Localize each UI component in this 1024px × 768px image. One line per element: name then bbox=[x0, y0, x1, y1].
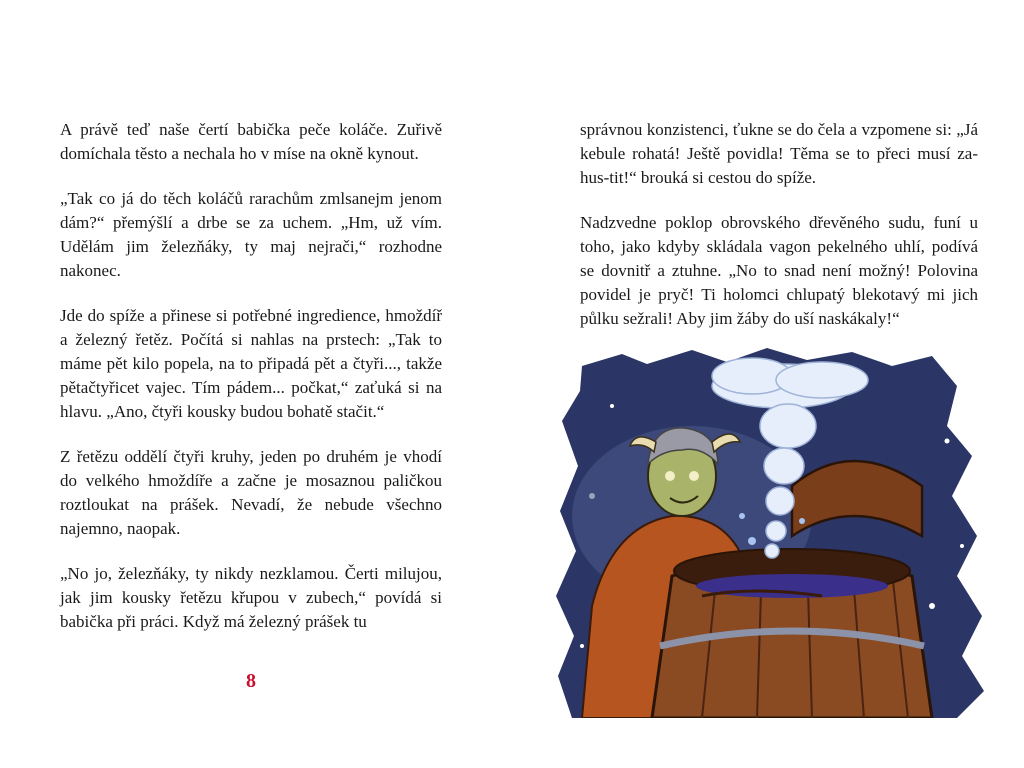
paragraph: „No jo, železňáky, ty nikdy nezklamou. Čerti milujou, jak jim kousky řetězu křupou v zubech,“ povídá si babička při práci. Když má železný prášek tu bbox=[60, 564, 442, 631]
right-page bbox=[512, 0, 1024, 768]
paragraph: Z řetězu oddělí čtyři kruhy, jeden po druhém je vhodí do velkého hmoždíře a začne je mosaznou paličkou roztloukat na prášek. Nevadí, že nebude všechno najemno, naopak. bbox=[60, 447, 442, 538]
page-number: 8 bbox=[246, 670, 256, 692]
plum-jam bbox=[696, 574, 888, 598]
paragraph: A právě teď naše čertí babička peče koláče. Zuřivě domíchala těsto a nechala ho v míse na okně kynout. bbox=[60, 120, 442, 163]
left-page-text bbox=[60, 118, 442, 655]
right-page-text bbox=[580, 118, 978, 352]
witch-eye-right bbox=[689, 471, 699, 481]
paragraph: Nadzvedne poklop obrovského dřevěného sudu, funí u toho, jako kdyby skládala vagon pekelného uhlí, podívá se dovnitř a ztuhne. „No to snad není možný! Polovina povidel je pryč! Ti holomci chlupatý blekotavý mi jich půlku sežrali! Aby jim žáby do uší naskákaly!“ bbox=[580, 213, 978, 328]
illustration-witch-barrel bbox=[552, 346, 992, 718]
witch-eye-left bbox=[665, 471, 675, 481]
paragraph: Jde do spíže a přinese si potřebné ingredience, hmoždíř a železný řetěz. Počítá si nahlas na prstech: „Tak to máme pět kilo popela, na to připadá pět a čtyři..., takže pětačtyřicet vajec. Tím pádem... počkat,“ zaťuká si na hlavu. „Ano, čtyři kousky budou bohatě stačit.“ bbox=[60, 306, 442, 421]
paragraph: „Tak co já do těch koláčů rarachům zmlsanejm jenom dám?“ přemýšlí a drbe se za uchem. „Hm, už vím. Udělám jim železňáky, ty maj nejrači,“ rozhodne nakonec. bbox=[60, 189, 442, 280]
illustration-svg bbox=[552, 346, 992, 718]
paragraph: správnou konzistenci, ťukne se do čela a vzpomene si: „Já kebule rohatá! Ještě povidla! Těma se to přeci musí za-hus-tit!“ brouká si cestou do spíže. bbox=[580, 120, 978, 187]
